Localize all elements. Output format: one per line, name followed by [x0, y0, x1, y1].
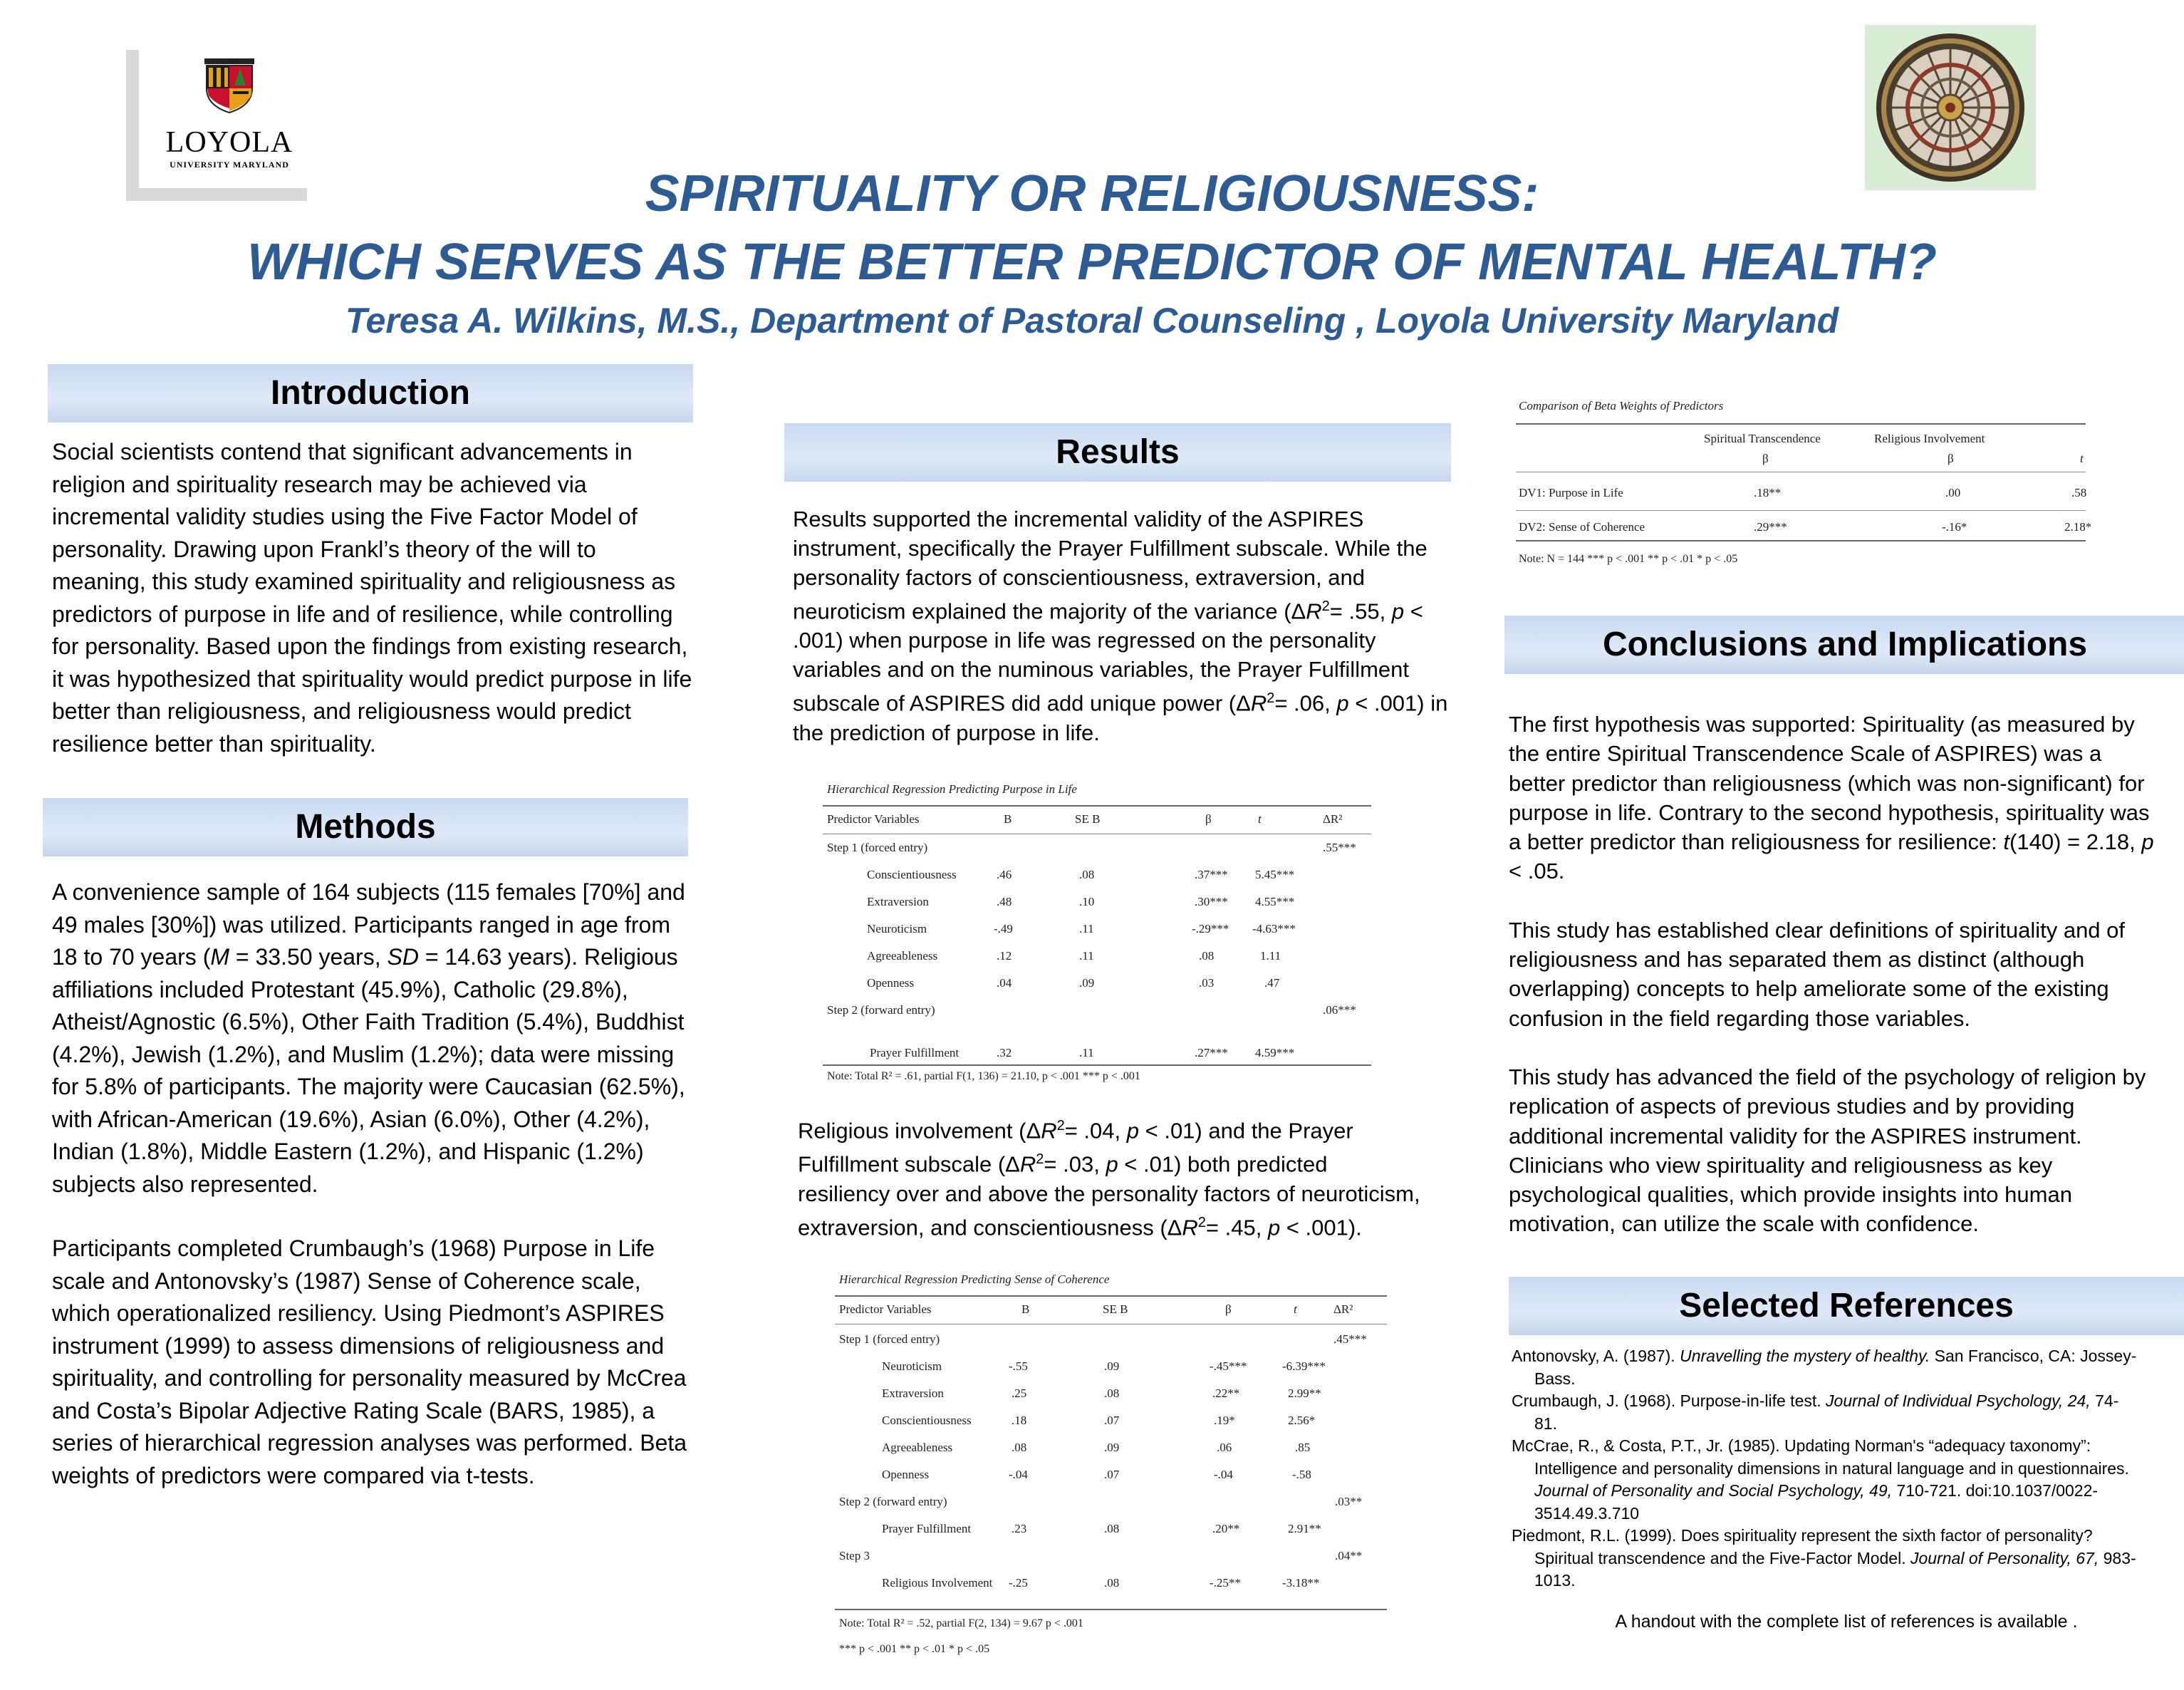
table2-header-seb: SE B	[1103, 1302, 1128, 1316]
table-row: Step 1 (forced entry)	[827, 841, 928, 854]
table-row: DV2: Sense of Coherence	[1519, 520, 1645, 534]
list-item: Piedmont, R.L. (1999). Does spirituality represent the sixth factor of personality? Spiritual transcendence and the Five-Factor Model. Journal of Personality, 67, 983-1013.	[1512, 1526, 2136, 1590]
conclusions-paragraph-1: The first hypothesis was supported: Spirituality (as measured by the entire Spiritual Transcendence Scale of ASPIRES) was a better predictor than religiousness (which was non-significant) for purpose in life. Contrary to the second hypothesis, spirituality was a better predictor than religiousness for resilience: t(140) = 2.18, p < .05.	[1509, 712, 2154, 884]
table-row: Extraversion	[882, 1386, 944, 1400]
table3-note: Note: N = 144 *** p < .001 ** p < .01 * p < .05	[1519, 553, 1738, 565]
introduction-text: Social scientists contend that significant advancements in religion and spirituality research may be achieved via incremental validity studies using the Five Factor Model of personality. Drawing upon Frankl’s theory of the will to meaning, this study examined spirituality and religiousness as predictors of purpose in life and of resilience, while controlling for personality. Based upon the findings from existing research, it was hypothesized that spirituality would predict purpose in life better than religiousness, and religiousness would predict resilience better than spirituality.	[52, 439, 692, 757]
table1-caption: Hierarchical Regression Predicting Purpose in Life	[827, 782, 1077, 796]
table3-header-religious: Religious Involvement	[1874, 432, 1985, 445]
table3-header-beta-2: β	[1948, 452, 1954, 465]
table-row: Neuroticism	[867, 922, 927, 935]
table2-header-t: t	[1294, 1302, 1297, 1316]
methods-paragraph-2: Participants completed Crumbaugh’s (1968) Purpose in Life scale and Antonovsky’s (1987) Sense of Coherence scale, which operationalized resiliency. Using Piedmont’s ASPIRES instrument (1999) to assess dimensions of religiousness and spirituality, and controlling for personality measured by McCrea and Costa’s Bipolar Adjective Rating Scale (BARS, 1985), a series of hierarchical regression analyses was performed. Beta weights of predictors were compared via t-tests.	[52, 1235, 687, 1488]
table-row: Openness	[867, 976, 915, 990]
table1-header-seb: SE B	[1075, 812, 1101, 826]
conclusions-paragraph-3: This study has advanced the field of the psychology of religion by replication of aspects of previous studies and by providing additional incremental validity for the ASPIRES instrument. Clinicians who view spirituality and religiousness as key psychological qualities, which provide insights into human motivation, can utilize the scale with confidence.	[1509, 1064, 2146, 1237]
conclusions-body	[1509, 710, 2164, 1239]
results-heading: Results	[784, 423, 1451, 482]
results-paragraph-1: Results supported the incremental validity of the ASPIRES instrument, specifically the Prayer Fulfillment subscale. While the personality factors of conscientiousness, extraversion, and neuroticism explained the majority of the variance ($\Delta R^2= .55$, p < .001) when purpose in life was regressed on the personality variables and on the numinous variables, the Prayer Fulfillment subscale of ASPIRES did add unique power ($\Delta R^2= .06$, p < .001) in the prediction of purpose in life.	[793, 507, 1448, 745]
table2-header-beta: β	[1225, 1302, 1232, 1316]
results-paragraph-2: Religious involvement ($\Delta R^2= .04$, p < .01) and the Prayer Fulfillment subscale ($\Delta R^2= .03$, p < .01) both predicted resiliency over and above the personality factors of neuroticism, extraversion, and conscientiousness ($\Delta R^2= .45$, p < .001).	[798, 1118, 1420, 1240]
table-row: Openness	[882, 1468, 930, 1481]
table-row: Prayer Fulfillment	[870, 1046, 960, 1059]
conclusions-heading: Conclusions and Implications	[1504, 616, 2184, 674]
table-row: Religious Involvement	[882, 1576, 993, 1590]
conclusions-paragraph-2: This study has established clear definitions of spirituality and of religiousness and has separated them as distinct (although overlapping) concepts to help ameliorate some of the existing confusion in the field regarding those variables.	[1509, 917, 2126, 1031]
table2-header-b: B	[1021, 1302, 1030, 1316]
table-row: Step 2 (forward entry)	[827, 1003, 935, 1017]
table2-caption: Hierarchical Regression Predicting Sense of Coherence	[839, 1272, 1110, 1286]
table-row: Step 2 (forward entry)	[839, 1495, 947, 1508]
handout-note: A handout with the complete list of references is available .	[1615, 1612, 2078, 1632]
maryland-shield-icon	[204, 58, 254, 114]
logo-name: LOYOLA	[165, 126, 293, 159]
table-row: Agreeableness	[867, 949, 938, 963]
list-item: Crumbaugh, J. (1968). Purpose-in-life test. Journal of Individual Psychology, 24, 74-81.	[1512, 1391, 2119, 1433]
references-list	[1512, 1345, 2138, 1592]
table-row: Conscientiousness	[882, 1414, 972, 1427]
table1-header-delta-r2: ΔR²	[1323, 812, 1343, 826]
poster-title-line2: WHICH SERVES AS THE BETTER PREDICTOR OF MENTAL HEALTH?	[246, 234, 1938, 291]
table3-header-spiritual: Spiritual Transcendence	[1704, 432, 1821, 445]
poster-title-line1: SPIRITUALITY OR RELIGIOUSNESS:	[645, 165, 1539, 222]
table2-header-delta-r2: ΔR²	[1333, 1302, 1353, 1316]
methods-paragraph-1: A convenience sample of 164 subjects (115 females [70%] and 49 males [30%]) was utilized. Participants ranged in age from 18 to 70 years (M = 33.50 years, SD = 14.63 years). Religious affiliations included Protestant (45.9%), Catholic (29.8%), Atheist/Agnostic (6.5%), Other Faith Tradition (5.4%), Buddhist (4.2%), Jewish (1.2%), and Muslim (1.2%); data were missing for 5.8% of participants. The majority were Caucasian (62.5%), with African-American (19.6%), Asian (6.0%), Other (4.2%), Indian (1.8%), Middle Eastern (1.2%), and Hispanic (1.2%) subjects also represented.	[52, 879, 685, 1197]
table-row: Step 1 (forced entry)	[839, 1332, 940, 1346]
methods-heading: Methods	[43, 798, 688, 856]
table1-header-beta: β	[1205, 812, 1212, 826]
table-beta-weights: Comparison of Beta Weights of Predictors Spiritual Transcendence Religious Involvement β β t DV1: Purpose in Life .18** .00 .58 DV2: Sense of Coherence .29*** -.16* 2.18* Note: N = 144 *** p < .001 ** p < .01 * p < .05	[1516, 398, 2086, 590]
table3-header-beta-1: β	[1762, 452, 1769, 465]
table1-header-predictor: Predictor Variables	[827, 812, 920, 826]
introduction-heading: Introduction	[48, 364, 693, 422]
list-item: Antonovsky, A. (1987). Unravelling the mystery of healthy. San Francisco, CA: Jossey-Bass.	[1512, 1347, 2137, 1388]
list-item: McCrae, R., & Costa, P.T., Jr. (1985). Updating Norman's “adequacy taxonomy”: Intelligence and personality dimensions in natural language and in questionnaires. Journal of Personality and Social Psychology, 49, 710-721. doi:10.1037/0022-3514.49.3.710	[1512, 1436, 2129, 1523]
table1-header-b: B	[1004, 812, 1012, 826]
table-row: DV1: Purpose in Life	[1519, 486, 1623, 499]
logo-subtitle: UNIVERSITY MARYLAND	[170, 160, 289, 170]
table2-significance-note: *** p < .001 ** p < .01 * p < .05	[839, 1643, 990, 1655]
table-row: Prayer Fulfillment	[882, 1522, 972, 1535]
table-purpose-in-life: Hierarchical Regression Predicting Purpose in Life Predictor Variables B SE B β t ΔR² Step 1 (forced entry) .55*** Conscientiousness .46 .08 .37*** 5.45*** Extraversion .48 .10 .30*** 4.55*** Neuroticism -.49 .11 -.29*** -4.63*** Agreeableness .12 .11 .08 1.11 Openness .04 .09 .03 .47 Step 2 (forward entry) .06*** Prayer Fulfillment .32 .11 .27*** 4.59*** Note: Total R² = .61, partial F(1, 136) = 21.10, p < .001 *** p < .001	[823, 777, 1371, 1090]
table1-note: Note: Total R² = .61, partial F(1, 136) = 21.10, p < .001 *** p < .001	[827, 1070, 1140, 1082]
poster-author: Teresa A. Wilkins, M.S., Department of Pastoral Counseling , Loyola University Maryland	[345, 301, 1839, 341]
table-row: Agreeableness	[882, 1441, 953, 1454]
table-row: Neuroticism	[882, 1359, 942, 1373]
references-heading: Selected References	[1509, 1277, 2184, 1335]
table-row: Conscientiousness	[867, 868, 957, 881]
table3-caption: Comparison of Beta Weights of Predictors	[1519, 399, 1724, 413]
table-row: Step 3	[839, 1549, 870, 1562]
table-row: Extraversion	[867, 895, 929, 908]
table2-header-predictor: Predictor Variables	[839, 1302, 932, 1316]
table3-header-t: t	[2080, 452, 2084, 465]
table1-header-t: t	[1258, 812, 1262, 826]
introduction-body	[52, 436, 693, 760]
table2-note: Note: Total R² = .52, partial F(2, 134) = 9.67 p < .001	[839, 1617, 1083, 1629]
table-sense-of-coherence: Hierarchical Regression Predicting Sense of Coherence Predictor Variables B SE B β t ΔR² Step 1 (forced entry) .45*** Neuroticism -.55 .09 -.45*** -6.39*** Extraversion .25 .08 .22** 2.99** Conscientiousness .18 .07 .19* 2.56* Agreeableness .08 .09 .06 .85 Openness -.04 .07 -.04 -.58 Step 2 (forward entry) .03** Prayer Fulfillment .23 .08 .20** 2.91** Step 3 .04** Religious Involvement -.25 .08 -.25** -3.18** Note: Total R² = .52, partial F(2, 134) = 9.67 p < .001 *** p < .001 ** p < .01 * p < .05	[835, 1270, 1387, 1669]
methods-body	[52, 876, 693, 1492]
